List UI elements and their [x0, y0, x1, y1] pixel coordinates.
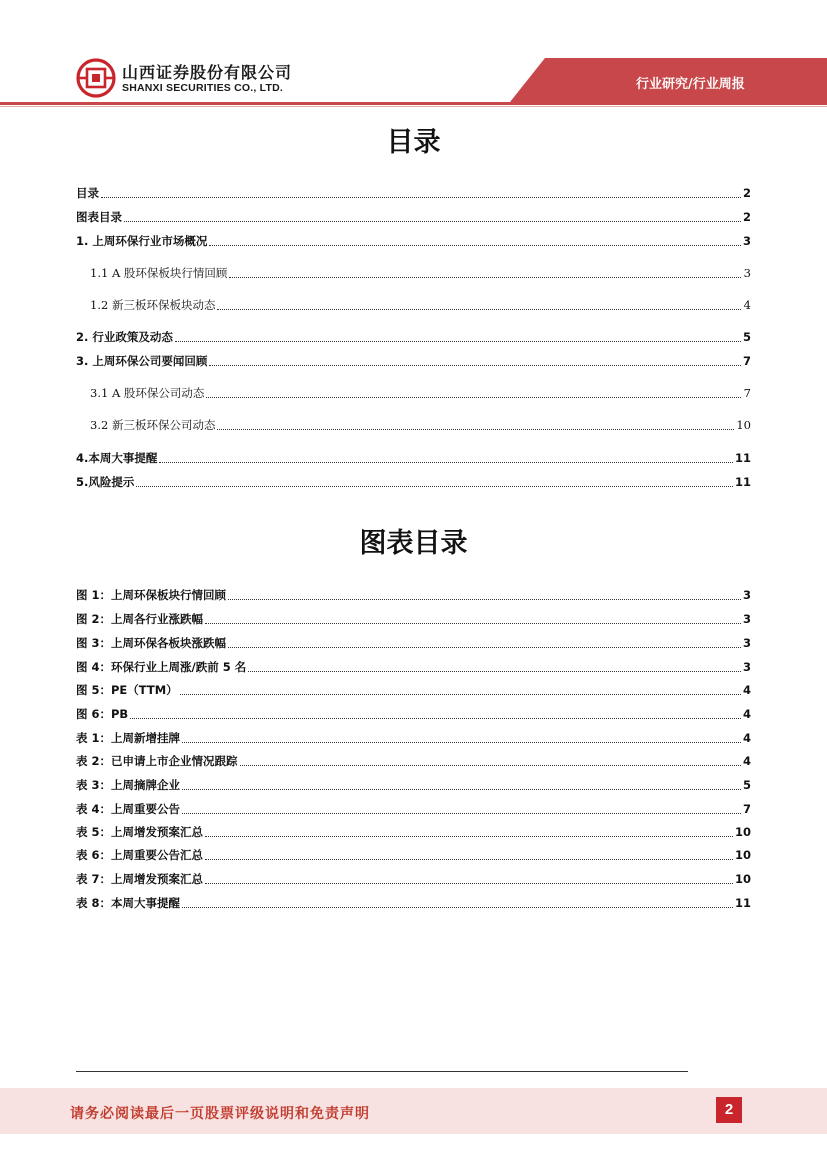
- dot-leader: [228, 599, 741, 600]
- toc-entry-page: 3: [742, 612, 751, 626]
- dot-leader: [240, 765, 741, 766]
- toc-entry[interactable]: [76, 635, 751, 651]
- toc-heading: 目录: [386, 127, 441, 158]
- toc-entry-title: 图 5：PE（TTM）: [76, 683, 178, 697]
- toc-entry[interactable]: [76, 682, 751, 698]
- toc-entry-page: 11: [734, 475, 751, 489]
- toc-entry[interactable]: [76, 659, 751, 675]
- toc-entry[interactable]: [76, 824, 751, 840]
- toc-entry[interactable]: [76, 895, 751, 911]
- toc-entry[interactable]: [76, 353, 751, 369]
- dot-leader: [209, 245, 741, 246]
- toc-entry-page: 2: [742, 210, 751, 224]
- toc-entry-page: 4: [742, 754, 751, 768]
- toc-entry[interactable]: [90, 265, 751, 281]
- footer-divider: [76, 1071, 688, 1072]
- dot-leader: [124, 221, 741, 222]
- dot-leader: [228, 647, 741, 648]
- dot-leader: [217, 429, 734, 430]
- toc-entry[interactable]: [90, 297, 751, 313]
- toc-entry[interactable]: [76, 871, 751, 887]
- company-name-cn: 山西证券股份有限公司: [122, 63, 293, 82]
- dot-leader: [205, 623, 741, 624]
- toc-entry-page: 2: [742, 186, 751, 200]
- dot-leader: [182, 907, 733, 908]
- company-name-en: SHANXI SECURITIES CO., LTD.: [122, 82, 283, 94]
- toc-entry-title: 表 6：上周重要公告汇总: [76, 848, 204, 862]
- toc-entry-page: 10: [736, 418, 751, 432]
- toc-entry-page: 3: [742, 588, 751, 602]
- toc-entry-title: 3. 上周环保公司要闻回顾: [76, 354, 208, 368]
- toc-entry-title: 表 3：上周摘牌企业: [76, 778, 181, 792]
- toc-entry[interactable]: [76, 753, 751, 769]
- toc-entry[interactable]: [76, 587, 751, 603]
- toc-entry-title: 3.1 A 股环保公司动态: [90, 386, 205, 400]
- toc-entry-title: 5.风险提示: [76, 475, 135, 489]
- toc-entry-page: 4: [742, 707, 751, 721]
- toc-entry[interactable]: [76, 450, 751, 466]
- toc-entry[interactable]: [90, 417, 751, 433]
- header-band: [0, 0, 827, 115]
- dot-leader: [205, 836, 733, 837]
- toc-entry-page: 5: [742, 778, 751, 792]
- toc-entry-title: 4.本周大事提醒: [76, 451, 158, 465]
- toc-entry-page: 7: [743, 386, 751, 400]
- toc-entry-page: 4: [742, 683, 751, 697]
- toc-entry-page: 4: [743, 298, 751, 312]
- toc-entry[interactable]: [76, 329, 751, 345]
- toc-entry-title: 3.2 新三板环保公司动态: [90, 418, 216, 432]
- toc-entry-title: 1.2 新三板环保板块动态: [90, 298, 216, 312]
- toc-entry-title: 表 4：上周重要公告: [76, 802, 181, 816]
- toc-entry-title: 目录: [76, 186, 99, 200]
- toc-entry-page: 10: [734, 872, 751, 886]
- toc-entry-page: 3: [742, 636, 751, 650]
- toc-entry-title: 表 2：已申请上市企业情况跟踪: [76, 754, 238, 768]
- toc-entry-page: 10: [734, 825, 751, 839]
- toc-entry[interactable]: [76, 611, 751, 627]
- toc-entry-title: 图 6：PB: [76, 707, 129, 721]
- toc-entry-title: 表 8：本周大事提醒: [76, 896, 181, 910]
- toc-entry-title: 图 3：上周环保各板块涨跌幅: [76, 636, 227, 650]
- toc-entry-title: 表 5：上周增发预案汇总: [76, 825, 204, 839]
- dot-leader: [180, 694, 741, 695]
- page-number: 2: [716, 1097, 742, 1123]
- dot-leader: [229, 277, 741, 278]
- toc-entry[interactable]: [76, 474, 751, 490]
- company-logo-icon: [76, 58, 116, 98]
- toc-entry[interactable]: [76, 777, 751, 793]
- dot-leader: [182, 813, 741, 814]
- toc-entry-page: 10: [734, 848, 751, 862]
- dot-leader: [130, 718, 741, 719]
- dot-leader: [209, 365, 741, 366]
- toc-entry-title: 表 1：上周新增挂牌: [76, 731, 181, 745]
- toc-entry[interactable]: [76, 185, 751, 201]
- toc-entry-page: 3: [742, 234, 751, 248]
- figure-list-heading: 图表目录: [359, 528, 468, 559]
- toc-entry-page: 3: [743, 266, 751, 280]
- dot-leader: [248, 671, 741, 672]
- toc-entry-page: 11: [734, 451, 751, 465]
- toc-entry-page: 5: [742, 330, 751, 344]
- dot-leader: [175, 341, 741, 342]
- toc-entry-page: 3: [742, 660, 751, 674]
- toc-entry[interactable]: [76, 233, 751, 249]
- footer-disclaimer: 请务必阅读最后一页股票评级说明和免责声明: [70, 1106, 370, 1122]
- toc-entry-title: 图 4：环保行业上周涨/跌前 5 名: [76, 660, 247, 674]
- dot-leader: [205, 859, 733, 860]
- toc-entry[interactable]: [76, 730, 751, 746]
- toc-entry[interactable]: [76, 706, 751, 722]
- report-type-tag: 行业研究/行业周报: [636, 77, 745, 92]
- dot-leader: [182, 789, 741, 790]
- toc-entry-title: 2. 行业政策及动态: [76, 330, 173, 344]
- toc-entry[interactable]: [90, 385, 751, 401]
- toc-entry[interactable]: [76, 847, 751, 863]
- toc-entry-page: 4: [742, 731, 751, 745]
- dot-leader: [206, 397, 741, 398]
- toc-entry[interactable]: [76, 801, 751, 817]
- dot-leader: [182, 742, 741, 743]
- toc-entry-title: 1. 上周环保行业市场概况: [76, 234, 208, 248]
- page-header: [0, 0, 827, 115]
- dot-leader: [205, 883, 733, 884]
- dot-leader: [217, 309, 741, 310]
- toc-entry-title: 图表目录: [76, 210, 122, 224]
- toc-entry-title: 1.1 A 股环保板块行情回顾: [90, 266, 228, 280]
- toc-entry-title: 图 1：上周环保板块行情回顾: [76, 588, 227, 602]
- toc-entry-title: 图 2：上周各行业涨跌幅: [76, 612, 204, 626]
- toc-entry-page: 7: [742, 354, 751, 368]
- toc-entry-page: 11: [734, 896, 751, 910]
- dot-leader: [136, 486, 733, 487]
- toc-entry[interactable]: [76, 209, 751, 225]
- dot-leader: [159, 462, 733, 463]
- toc-entry-page: 7: [742, 802, 751, 816]
- dot-leader: [101, 197, 741, 198]
- toc-entry-title: 表 7：上周增发预案汇总: [76, 872, 204, 886]
